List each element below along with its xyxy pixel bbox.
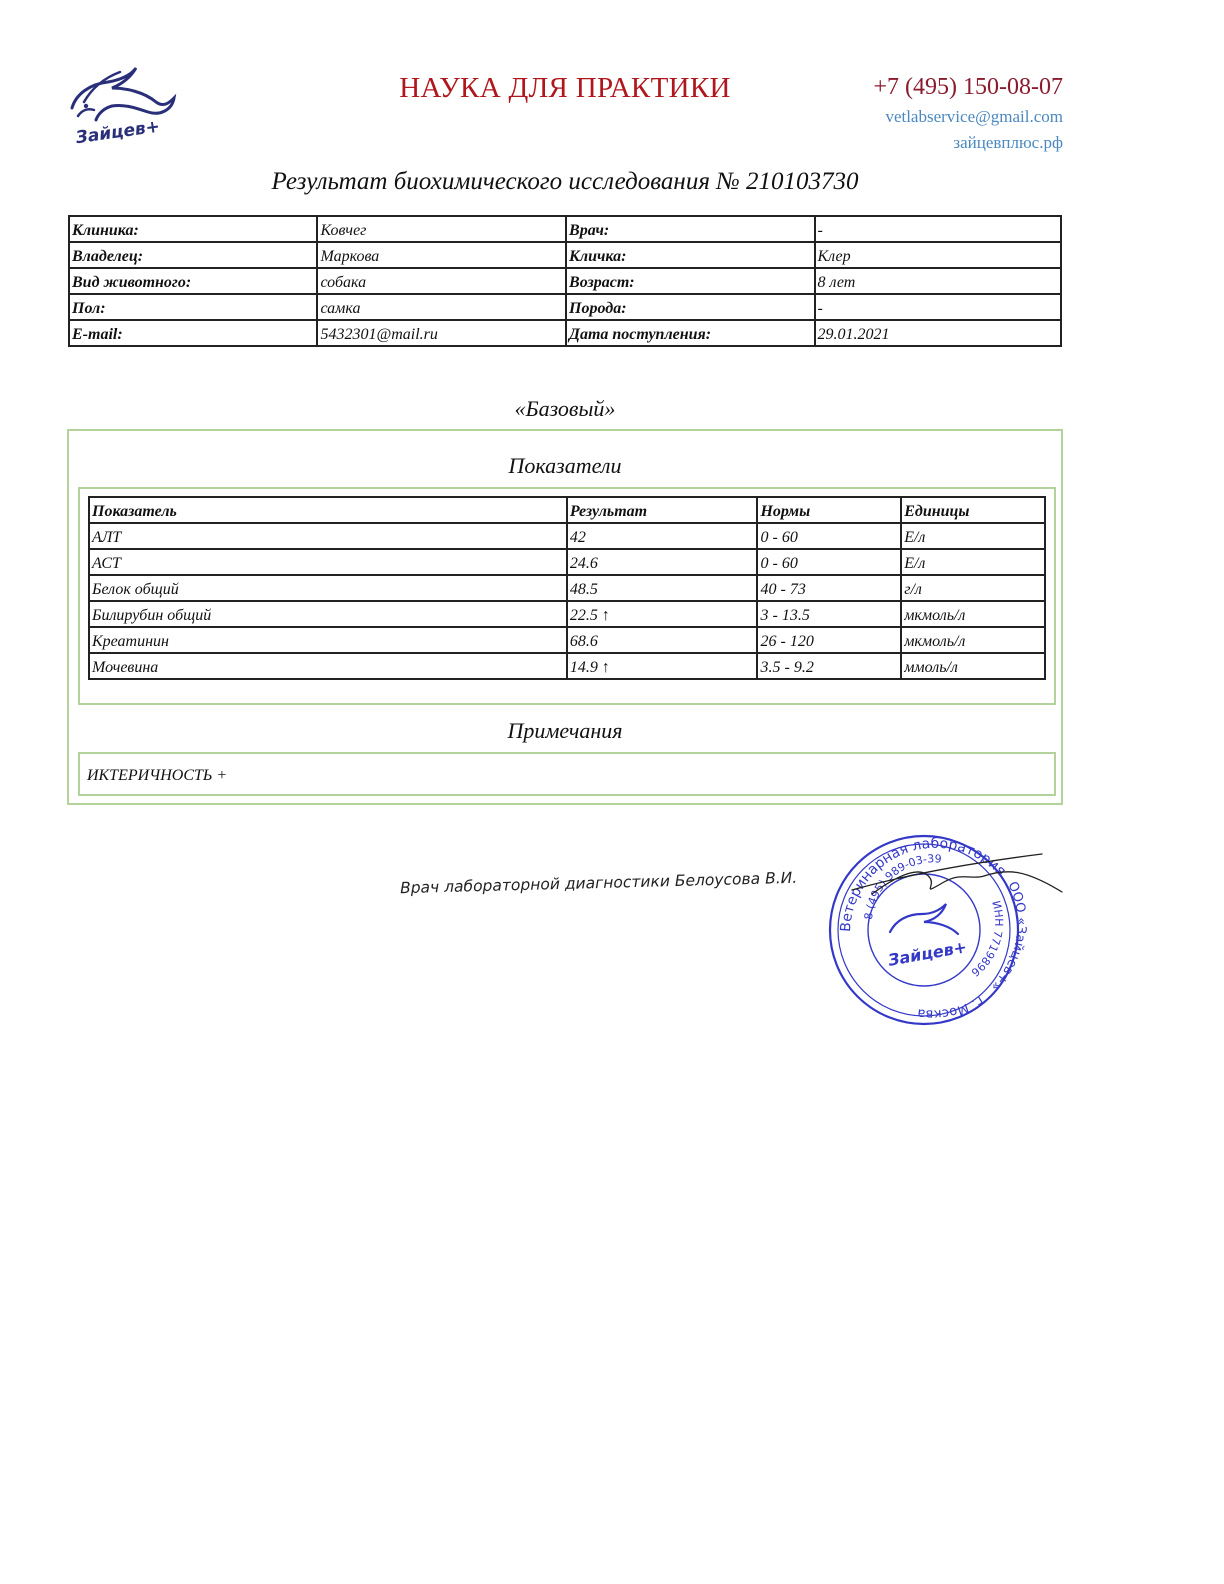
svg-text:г. Москва [917,993,986,1022]
indicator-result: 42 [567,523,758,549]
info-label: Кличка: [566,242,815,268]
indicator-norm: 26 - 120 [757,627,901,653]
table-row [89,523,1045,549]
indicator-norm: 3.5 - 9.2 [757,653,901,679]
info-value: Клер [815,242,1061,268]
table-row [89,549,1045,575]
stamp-phone-text: 8 (495) 989-03-39 [861,852,943,921]
info-value: 8 лет [815,268,1061,294]
panel-name: «Базовый» [514,396,616,421]
results-panel [67,429,1063,805]
info-label: Владелец: [69,242,317,268]
indicator-name: АСТ [89,549,567,575]
indicator-unit: ммоль/л [901,653,1045,679]
info-label: Порода: [566,294,815,320]
signature-line: Врач лабораторной диагностики Белоусова В.И. [399,868,798,898]
table-row [89,653,1045,679]
notes-box [78,752,1056,796]
info-label: Врач: [566,216,815,242]
indicator-unit: Е/л [901,549,1045,575]
indicator-name: Креатинин [89,627,567,653]
info-value: Маркова [317,242,566,268]
note-text: ИКТЕРИЧНОСТЬ + [87,767,228,784]
info-value: - [815,216,1061,242]
header-title: НАУКА ДЛЯ ПРАКТИКИ [399,72,731,104]
info-label: Клиника: [69,216,317,242]
notes-title: Примечания [507,718,623,743]
info-label: Возраст: [566,268,815,294]
info-row [69,320,1061,346]
indicators-box [78,487,1056,705]
indicator-unit: Е/л [901,523,1045,549]
contacts [873,72,1063,156]
column-header: Единицы [901,497,1045,523]
indicator-name: Билирубин общий [89,601,567,627]
info-label: Вид животного: [69,268,317,294]
indicator-result: 22.5 ↑ [567,601,758,627]
info-label: Дата поступления: [566,320,815,346]
table-row [89,601,1045,627]
info-value: самка [317,294,566,320]
indicator-result: 68.6 [567,627,758,653]
column-header: Результат [567,497,758,523]
stamp-top-text: Ветеринарная лаборатория [837,835,1009,933]
info-value: 29.01.2021 [815,320,1061,346]
info-label: E-mail: [69,320,317,346]
indicator-result: 48.5 [567,575,758,601]
indicator-result: 14.9 ↑ [567,653,758,679]
indicator-unit: мкмоль/л [901,627,1045,653]
indicator-unit: г/л [901,575,1045,601]
info-value: собака [317,268,566,294]
stamp-logo-text: Зайцев+ [886,937,969,970]
indicator-norm: 3 - 13.5 [757,601,901,627]
table-row [89,627,1045,653]
info-label: Пол: [69,294,317,320]
stamp-city-text: г. Москва [916,992,986,1022]
table-row [89,575,1045,601]
stamp-inn-text: ИНН 7719896 [968,899,1006,979]
column-header: Нормы [757,497,901,523]
info-value: Ковчег [317,216,566,242]
info-row [69,216,1061,242]
logo-text: Зайцев+ [74,116,162,149]
indicators-title: Показатели [508,453,622,478]
info-row [69,242,1061,268]
website-link[interactable]: зайцевплюс.рф [953,133,1063,152]
indicator-name: АЛТ [89,523,567,549]
phone-number[interactable]: +7 (495) 150-08-07 [873,74,1063,100]
info-value: 5432301@mail.ru [317,320,566,346]
info-value: - [815,294,1061,320]
info-row [69,294,1061,320]
indicator-name: Белок общий [89,575,567,601]
contact-email[interactable]: vetlabservice@gmail.com [885,107,1063,126]
results-header-row [89,497,1045,523]
patient-info-table [68,215,1062,347]
indicator-unit: мкмоль/л [901,601,1045,627]
indicator-name: Мочевина [89,653,567,679]
column-header: Показатель [89,497,567,523]
stamp-brand-text: ООО «Зайцев+» [987,879,1029,994]
indicator-norm: 0 - 60 [757,523,901,549]
lab-stamp [812,820,1072,1030]
indicator-result: 24.6 [567,549,758,575]
indicator-norm: 40 - 73 [757,575,901,601]
document-title: Результат биохимического исследования № 210103730 [271,168,859,195]
indicator-norm: 0 - 60 [757,549,901,575]
results-table [88,496,1046,680]
info-row [69,268,1061,294]
